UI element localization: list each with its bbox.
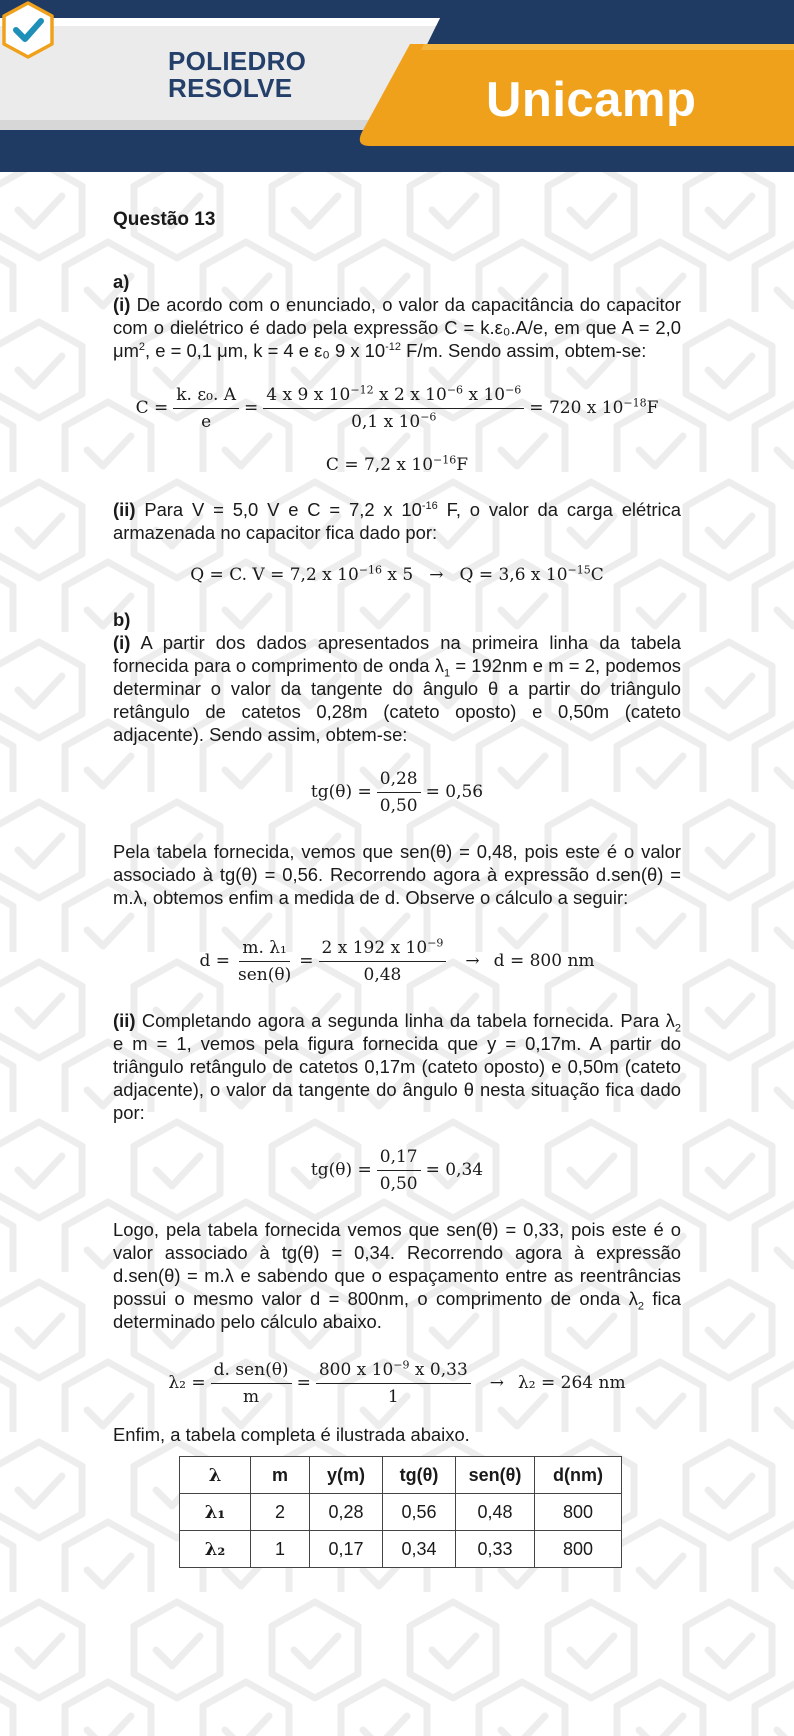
paragraph-sine-lookup: Pela tabela fornecida, vemos que sen(θ) = 0,48, pois este é o valor associado à tg(θ) = 0,56. Recorrendo agora à expressão d.sen(θ) = m.λ, obtemos enfim a medida de d. Observe o cálculo a seguir: (113, 841, 681, 908)
eq-term: tg(θ) = (310, 1159, 372, 1180)
denominator: 0,50 (379, 1173, 418, 1194)
subscript: 2 (674, 1022, 681, 1035)
denominator: 0,50 (379, 795, 418, 816)
eq-term: = 0,34 (425, 1159, 484, 1180)
fraction (211, 1360, 292, 1407)
text-run: Para V = 5,0 V e C = 7,2 x 10 (144, 499, 422, 520)
column-header: y(m) (310, 1457, 383, 1494)
item-label: (ii) (113, 499, 136, 520)
fraction (319, 935, 447, 985)
equation-tangent-2 (113, 1138, 681, 1202)
numerator: 2 x 192 x $10^{-9}$ (319, 938, 447, 962)
item-label: (i) (113, 294, 131, 315)
equation-wavelength (113, 1351, 681, 1415)
denominator: sen(θ) (238, 964, 292, 985)
eq-term: = 720 x $10^{-18}F$ (529, 395, 659, 418)
table-cell: 0,28 (310, 1494, 383, 1531)
eq-term: C = 7,2 x $10^{-16}F$ (325, 452, 469, 475)
numerator: d. sen(θ) (211, 1360, 292, 1384)
numerator: k. ε₀. A (173, 385, 239, 409)
denominator: e (201, 411, 212, 432)
eq-term: = (299, 950, 314, 971)
equation-charge (113, 562, 681, 588)
fraction (235, 938, 294, 985)
fraction (316, 1357, 471, 1407)
numerator: 4 x 9 x $10^{-12}$ x 2 x $10^{-6}$ x $10^{-6}$ (263, 385, 524, 409)
eq-term: tg(θ) = (310, 781, 372, 802)
paragraph-wavelength-intro (113, 1218, 681, 1333)
superscript: -16 (421, 499, 438, 512)
question-title: Questão 13 (113, 209, 216, 230)
table-cell: 800 (535, 1494, 622, 1531)
item-label: (i) (113, 632, 131, 653)
column-header: λ (180, 1457, 251, 1494)
eq-term: = (244, 397, 259, 418)
equation-tangent-1 (113, 760, 681, 824)
section-a-label: a) (113, 271, 130, 292)
text-run: De acordo com o enunciado, o valor da capacitância do capacitor com o dielétrico é dado pela expressão C = k.ε₀.A/e, em que A = 2,0 μm (113, 294, 681, 361)
denominator: 1 (387, 1386, 399, 1407)
superscript: -12 (385, 340, 402, 353)
fraction (263, 382, 524, 432)
brand-line-2: RESOLVE (168, 73, 293, 103)
eq-term: d = 800 nm (493, 950, 595, 971)
paragraph-table-intro: Enfim, a tabela completa é ilustrada abaixo. (113, 1424, 470, 1445)
section-b-label: b) (113, 609, 131, 630)
fraction (377, 1147, 421, 1194)
fraction (377, 769, 421, 816)
table-cell: λ₂ (180, 1531, 251, 1568)
table-cell: 0,48 (456, 1494, 535, 1531)
table-cell: 0,56 (383, 1494, 456, 1531)
eq-term: Q = 3,6 x $10^{-15}C$ (459, 562, 604, 585)
superscript: 2 (138, 340, 146, 353)
exam-name: Unicamp (486, 73, 697, 127)
brand-logo-text (168, 48, 306, 102)
text-run: = 192nm e m = 2, podemos determinar o valor da tangente do ângulo θ a partir do triângulo retângulo de catetos 0,28m (cateto oposto) e 0,50m (cateto adjacente). Sendo assim, obtem-se: (113, 655, 681, 745)
subscript: 2 (637, 1300, 645, 1313)
denominator: 0,48 (363, 964, 402, 985)
equation-spacing-d (113, 929, 681, 993)
table-cell: 2 (251, 1494, 310, 1531)
section-b-ii-paragraph (113, 1009, 681, 1124)
denominator: m (243, 1386, 260, 1407)
eq-term: C = (135, 397, 169, 418)
arrow-symbol: → (489, 1372, 505, 1393)
table-cell: 0,33 (456, 1531, 535, 1568)
table-cell: 800 (535, 1531, 622, 1568)
table-cell: 0,17 (310, 1531, 383, 1568)
text-run: Completando agora a segunda linha da tabela fornecida. Para λ (141, 1010, 675, 1031)
section-a-ii-paragraph (113, 498, 681, 544)
equation-capacitance-result (113, 452, 681, 478)
numerator: m. λ₁ (239, 938, 290, 962)
fraction (173, 385, 239, 432)
table-cell: 1 (251, 1531, 310, 1568)
numerator: 0,17 (377, 1147, 421, 1171)
arrow-symbol: → (465, 950, 480, 971)
eq-term: λ₂ = (168, 1372, 206, 1393)
text-run: A partir dos dados apresentados na primeira linha da tabela fornecida para o comprimento de onda λ (113, 632, 681, 676)
column-header: sen(θ) (456, 1457, 535, 1494)
text-run: , e = 0,1 μm, k = 4 e ε₀ 9 x 10 (145, 340, 386, 361)
eq-term: Q = C. V = 7,2 x $10^{-16}$ x 5 (190, 562, 414, 585)
table-row (180, 1494, 622, 1531)
results-table (179, 1456, 622, 1568)
brand-line-1: POLIEDRO (168, 46, 307, 76)
table-header-row (180, 1457, 622, 1494)
numerator: 800 x $10^{-9}$ x 0,33 (316, 1360, 471, 1384)
table-row (180, 1531, 622, 1568)
eq-term: = (296, 1372, 311, 1393)
eq-term: = 0,56 (425, 781, 484, 802)
subscript: 1 (443, 667, 451, 680)
section-a-i-paragraph (113, 293, 681, 362)
text-run: F/m. Sendo assim, obtem-se: (401, 340, 647, 361)
numerator: 0,28 (377, 769, 421, 793)
header-banner (0, 0, 794, 172)
solution-content (113, 190, 681, 1568)
poliedro-check-logo-icon (0, 0, 56, 60)
column-header: tg(θ) (383, 1457, 456, 1494)
eq-term: λ₂ = 264 nm (518, 1372, 626, 1393)
column-header: d(nm) (535, 1457, 622, 1494)
table-cell: 0,34 (383, 1531, 456, 1568)
equation-capacitance (113, 374, 681, 442)
text-run: Logo, pela tabela fornecida vemos que sen(θ) = 0,33, pois este é o valor associado à tg(θ) = 0,34. Recorrendo agora à expressão d.sen(θ) = m.λ e sabendo que o espaçamento entre as reentrâncias possui o mesmo valor d = 800nm, o comprimento de onda λ (113, 1219, 681, 1309)
eq-term: d = (199, 950, 231, 971)
table-cell: λ₁ (180, 1494, 251, 1531)
column-header: m (251, 1457, 310, 1494)
arrow-symbol: → (429, 564, 444, 585)
text-run: e m = 1, vemos pela figura fornecida que y = 0,17m. A partir do triângulo retângulo de catetos 0,17m (cateto oposto) e 0,50m (cateto adjacente), o valor da tangente do ângulo θ nesta situação fica dado por: (113, 1033, 681, 1123)
text-run: fica determinado pelo cálculo abaixo. (113, 1288, 681, 1332)
section-b-i-paragraph (113, 631, 681, 746)
text-run: F, o valor da carga elétrica armazenada no capacitor fica dado por: (113, 499, 681, 543)
item-label: (ii) (113, 1010, 136, 1031)
denominator: 0,1 x $10^{-6}$ (351, 409, 437, 432)
